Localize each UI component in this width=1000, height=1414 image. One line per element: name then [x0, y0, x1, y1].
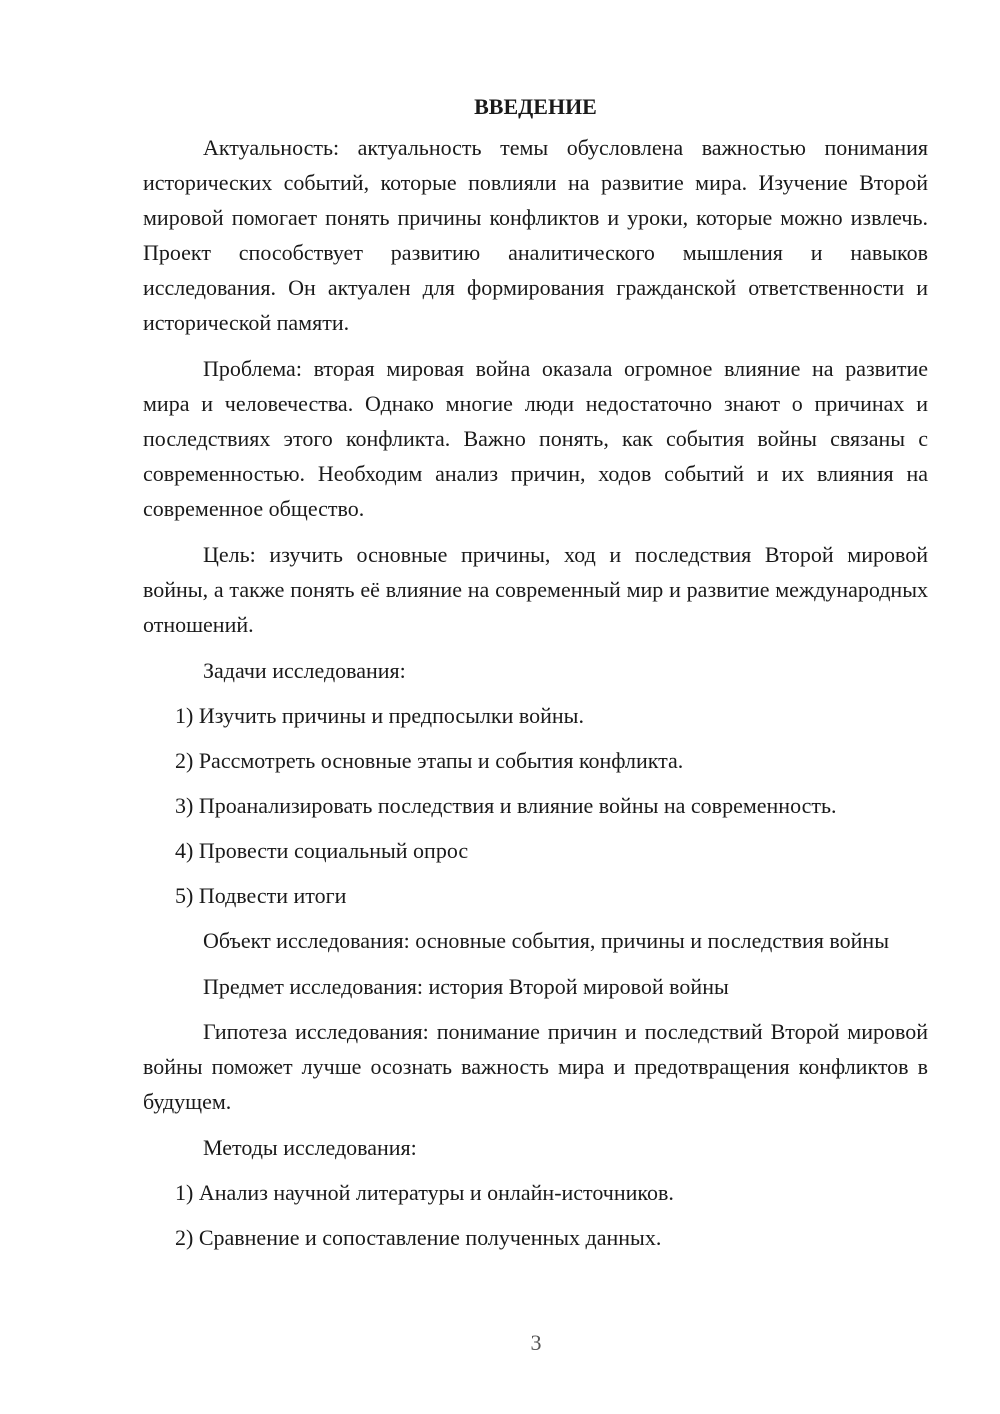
paragraph-object: Объект исследования: основные события, причины и последствия войны	[203, 928, 889, 953]
tasks-heading: Задачи исследования:	[203, 658, 406, 683]
page-number: 3	[530, 1330, 542, 1355]
paragraph-hypothesis: Гипотеза исследования: понимание причин и последствий Второй мировой войны поможет лучше осознать важность мира и предотвращения конфликтов в будущем.	[143, 1019, 928, 1114]
methods-heading: Методы исследования:	[203, 1135, 417, 1160]
paragraph-relevance: Актуальность: актуальность темы обусловлена важностью понимания исторических событий, которые повлияли на развитие мира. Изучение Второй мировой помогает понять причины конфликтов и уроки, которые можно извлечь. Проект способствует развитию аналитического мышления и навыков исследования. Он актуален для формирования гражданской ответственности и исторической памяти.	[143, 135, 928, 335]
task-item-2: 2) Рассмотреть основные этапы и события конфликта.	[175, 748, 684, 773]
paragraph-subject: Предмет исследования: история Второй мировой войны	[203, 974, 729, 999]
task-item-4: 4) Провести социальный опрос	[175, 838, 469, 863]
page-title: ВВЕДЕНИЕ	[474, 94, 597, 119]
page-number-container	[0, 1328, 1000, 1358]
page-content	[143, 92, 928, 1265]
task-item-1: 1) Изучить причины и предпосылки войны.	[175, 703, 584, 728]
paragraph-goal: Цель: изучить основные причины, ход и последствия Второй мировой войны, а также понять её влияние на современный мир и развитие международных отношений.	[143, 542, 928, 637]
task-item-5: 5) Подвести итоги	[175, 883, 347, 908]
method-item-1: 1) Анализ научной литературы и онлайн-источников.	[175, 1180, 674, 1205]
task-item-3: 3) Проанализировать последствия и влияние войны на современность.	[175, 793, 837, 818]
method-item-2: 2) Сравнение и сопоставление полученных данных.	[175, 1225, 662, 1250]
paragraph-problem: Проблема: вторая мировая война оказала огромное влияние на развитие мира и человечества. Однако многие люди недостаточно знают о причинах и последствиях этого конфликта. Важно понять, как события войны связаны с современностью. Необходим анализ причин, ходов событий и их влияния на современное общество.	[143, 356, 928, 521]
